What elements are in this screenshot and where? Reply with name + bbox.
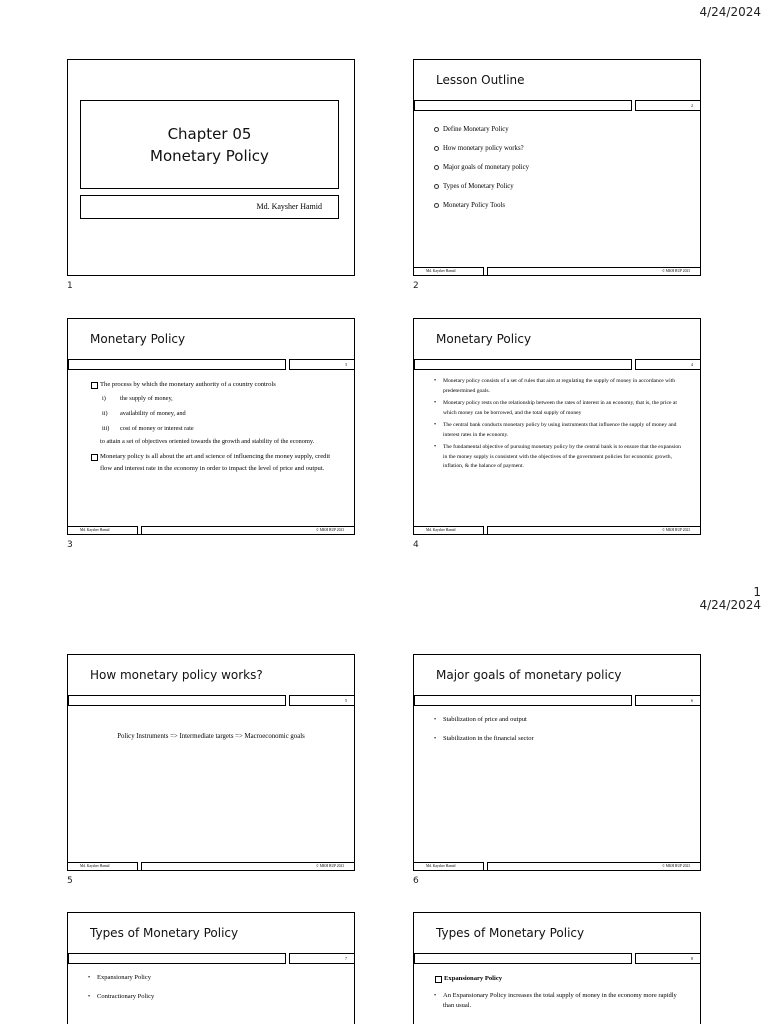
list-item: The process by which the monetary authority of a country controls bbox=[90, 379, 340, 391]
list-item: Major goals of monetary policy bbox=[434, 158, 686, 177]
title-bar bbox=[414, 100, 632, 111]
section-heading: Expansionary Policy bbox=[434, 973, 686, 985]
title-bar bbox=[414, 359, 632, 370]
footer-copyright: © MKH BUP 2023 bbox=[487, 267, 700, 275]
slide-title: Lesson Outline bbox=[436, 73, 525, 87]
list-item: • The central bank conducts monetary policy by using instruments that influence the supply of money and interest rates in the economy. bbox=[434, 421, 686, 440]
bullet-list bbox=[88, 973, 340, 1002]
page-date: 4/24/2024 bbox=[699, 598, 761, 612]
bullet-list bbox=[434, 991, 686, 1012]
slide-title: Major goals of monetary policy bbox=[436, 668, 622, 682]
footer-copyright: © MKH BUP 2023 bbox=[487, 526, 700, 534]
list-item: • Monetary policy rests on the relationship between the rates of interest in an economy, that is, the price at which money can be borrowed, and the total supply of money bbox=[434, 399, 686, 418]
footer-copyright: © MKH BUP 2023 bbox=[141, 526, 354, 534]
title-bar bbox=[414, 695, 632, 706]
policy-flow-text: Policy Instruments => Intermediate targets => Macroeconomic goals bbox=[117, 733, 305, 740]
slide-8 bbox=[413, 912, 701, 1024]
list-item: • Stabilization of price and output bbox=[434, 715, 686, 726]
title-bar bbox=[68, 359, 286, 370]
list-item: Types of Monetary Policy bbox=[434, 177, 686, 196]
list-item: • Expansionary Policy bbox=[88, 973, 340, 984]
list-item: • An Expansionary Policy increases the total supply of money in the economy more rapidly than usual. bbox=[434, 991, 686, 1012]
footer-author: Md. Kaysher Hamid bbox=[414, 526, 484, 534]
footer-author: Md. Kaysher Hamid bbox=[68, 862, 138, 870]
slide-number-bar: 6 bbox=[635, 695, 701, 706]
footer-copyright: © MKH BUP 2023 bbox=[487, 862, 700, 870]
slide-5 bbox=[67, 654, 355, 871]
slide-4 bbox=[413, 318, 701, 535]
slide-7 bbox=[67, 912, 355, 1024]
slide-number-bar: 2 bbox=[635, 100, 701, 111]
list-item: Define Monetary Policy bbox=[434, 120, 686, 139]
sub-item: iii) cost of money or interest rate bbox=[102, 424, 194, 432]
slide-title: Types of Monetary Policy bbox=[436, 926, 585, 940]
slide-title: Types of Monetary Policy bbox=[90, 926, 239, 940]
slide-number: 2 bbox=[413, 281, 419, 291]
bullet-list bbox=[434, 377, 686, 472]
slide-title: Monetary Policy bbox=[436, 332, 532, 346]
list-item: Monetary Policy Tools bbox=[434, 196, 686, 215]
outline-list bbox=[434, 120, 686, 215]
chapter-title: Monetary Policy bbox=[150, 147, 269, 165]
slide-title: How monetary policy works? bbox=[90, 668, 263, 682]
footer-author: Md. Kaysher Hamid bbox=[414, 862, 484, 870]
list-item: Monetary policy is all about the art and science of influencing the money supply, credit flow and interest rate in the economy in order to impact the level of price and output. bbox=[90, 451, 340, 474]
chapter-title-box bbox=[80, 100, 339, 189]
slide-number: 1 bbox=[67, 281, 73, 291]
title-bar bbox=[68, 953, 286, 964]
slide-2 bbox=[413, 59, 701, 276]
slide-number-bar: 4 bbox=[635, 359, 701, 370]
slide-number: 5 bbox=[67, 876, 73, 886]
footer-author: Md. Kaysher Hamid bbox=[414, 267, 484, 275]
bullet-list bbox=[434, 715, 686, 744]
title-bar bbox=[414, 953, 632, 964]
slide-number-bar: 7 bbox=[289, 953, 355, 964]
sub-item: ii) availability of money, and bbox=[102, 409, 186, 417]
list-item: • Monetary policy consists of a set of rules that aim at regulating the supply of money in accordance with predetermined goals. bbox=[434, 377, 686, 396]
slide-number-bar: 8 bbox=[635, 953, 701, 964]
title-bar bbox=[68, 695, 286, 706]
slide-number: 6 bbox=[413, 876, 419, 886]
sub-item: i) the supply of money, bbox=[102, 394, 173, 402]
page-date: 4/24/2024 bbox=[699, 5, 761, 19]
author-box: Md. Kaysher Hamid bbox=[80, 195, 339, 219]
slide-number: 4 bbox=[413, 540, 419, 550]
page-number: 1 bbox=[753, 585, 761, 599]
slide-6 bbox=[413, 654, 701, 871]
slide-number-bar: 5 bbox=[289, 695, 355, 706]
slide-title: Monetary Policy bbox=[90, 332, 186, 346]
list-item: • The fundamental objective of pursuing monetary policy by the central bank is to ensure that the expansion in the money supply is consistent with the objectives of the government policies for economic growth, inflation, & the balance of payment. bbox=[434, 443, 686, 472]
chapter-number: Chapter 05 bbox=[167, 125, 252, 143]
footer-copyright: © MKH BUP 2023 bbox=[141, 862, 354, 870]
list-item: How monetary policy works? bbox=[434, 139, 686, 158]
slide-number: 3 bbox=[67, 540, 73, 550]
continuation-text: to attain a set of objectives oriented towards the growth and stability of the economy. bbox=[100, 437, 315, 445]
slide-3 bbox=[67, 318, 355, 535]
list-item: • Contractionary Policy bbox=[88, 992, 340, 1003]
slide-number-bar: 3 bbox=[289, 359, 355, 370]
slide-1 bbox=[67, 59, 355, 276]
list-item: • Stabilization in the financial sector bbox=[434, 734, 686, 745]
footer-author: Md. Kaysher Hamid bbox=[68, 526, 138, 534]
